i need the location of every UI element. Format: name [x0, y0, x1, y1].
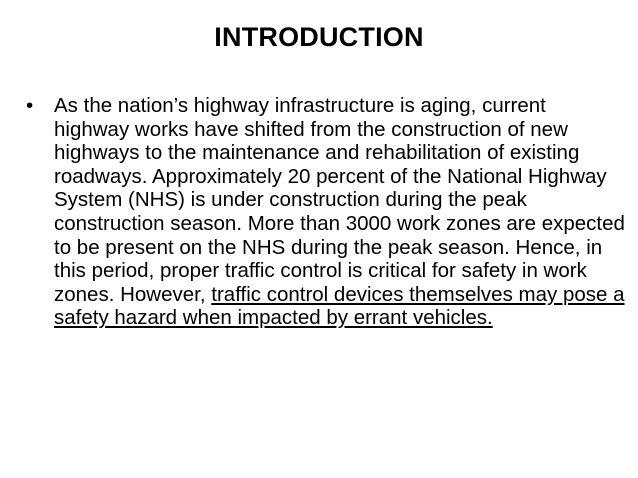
underlined-text: traffic control devices themselves may pose a safety hazard when impacted by errant vehicles. [54, 282, 625, 330]
bullet-item [26, 94, 626, 330]
slide-title: INTRODUCTION [214, 22, 424, 52]
bullet-list [26, 94, 626, 330]
bullet-text: As the nation’s highway infrastructure is aging, current highway works have shifted from the construction of new highways to the maintenance and rehabilitation of existing roadways. Approximately 20 percent of the National Highway System (NHS) is under construction during the peak construction season. More than 3000 work zones are expected to be present on the NHS during the peak season. Hence, in this period, proper traffic control is critical for safety in work zones. However, [54, 94, 625, 306]
bullet-dot-icon: • [26, 94, 34, 117]
